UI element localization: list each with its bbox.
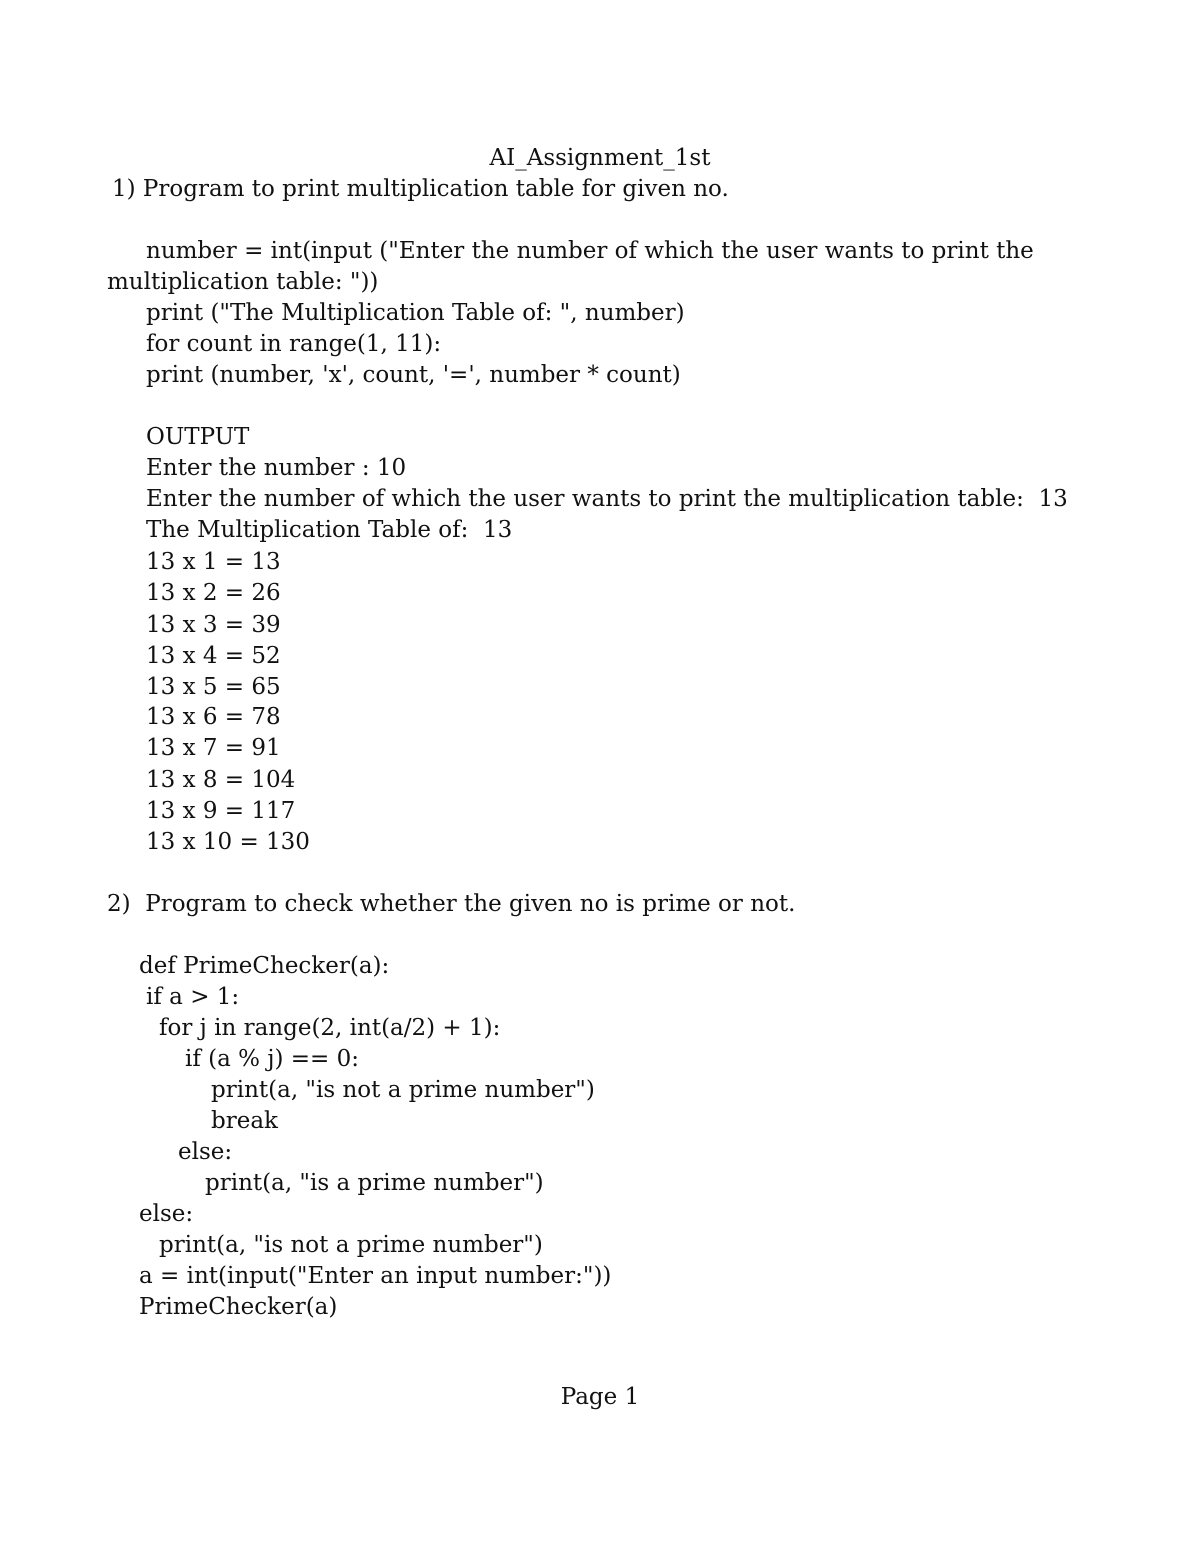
document-title: AI_Assignment_1st	[489, 145, 711, 171]
q2-code-line: for j in range(2, int(a/2) + 1):	[159, 1015, 501, 1041]
output-line: 13 x 3 = 39	[146, 612, 281, 638]
page-number: Page 1	[560, 1384, 640, 1410]
output-line: The Multiplication Table of: 13	[146, 517, 513, 543]
q1-code-line: print (number, 'x', count, '=', number * count)	[146, 362, 681, 388]
output-line: 13 x 7 = 91	[146, 735, 281, 761]
q2-code-line: print(a, "is not a prime number")	[211, 1077, 595, 1103]
output-line: Enter the number : 10	[146, 455, 407, 481]
output-line: 13 x 8 = 104	[146, 767, 296, 793]
output-line: 13 x 1 = 13	[146, 549, 281, 575]
q2-code-line: else:	[139, 1201, 194, 1227]
q2-code-line: a = int(input("Enter an input number:"))	[139, 1263, 612, 1289]
output-line: 13 x 5 = 65	[146, 674, 281, 700]
q1-code-line: print ("The Multiplication Table of: ", number)	[146, 300, 685, 326]
q1-heading: 1) Program to print multiplication table for given no.	[112, 176, 729, 202]
q2-code-line: if a > 1:	[146, 984, 240, 1010]
q1-code-line: number = int(input ("Enter the number of which the user wants to print the	[146, 238, 1034, 264]
q2-code-line: PrimeChecker(a)	[139, 1294, 338, 1320]
q2-code-line: if (a % j) == 0:	[185, 1046, 359, 1072]
output-line: 13 x 2 = 26	[146, 580, 281, 606]
q2-code-line: break	[211, 1108, 278, 1134]
output-line: 13 x 9 = 117	[146, 798, 296, 824]
q1-code-line: multiplication table: "))	[107, 269, 379, 295]
output-line: 13 x 10 = 130	[146, 829, 310, 855]
q2-code-line: def PrimeChecker(a):	[139, 953, 390, 979]
q2-code-line: print(a, "is a prime number")	[205, 1170, 544, 1196]
output-line: Enter the number of which the user wants to print the multiplication table: 13	[146, 486, 1068, 512]
output-label: OUTPUT	[146, 424, 250, 450]
q1-code-line: for count in range(1, 11):	[146, 331, 442, 357]
q2-code-line: else:	[178, 1139, 233, 1165]
output-line: 13 x 4 = 52	[146, 643, 281, 669]
q2-heading: 2) Program to check whether the given no is prime or not.	[107, 891, 796, 917]
q2-code-line: print(a, "is not a prime number")	[159, 1232, 543, 1258]
output-line: 13 x 6 = 78	[146, 704, 281, 730]
